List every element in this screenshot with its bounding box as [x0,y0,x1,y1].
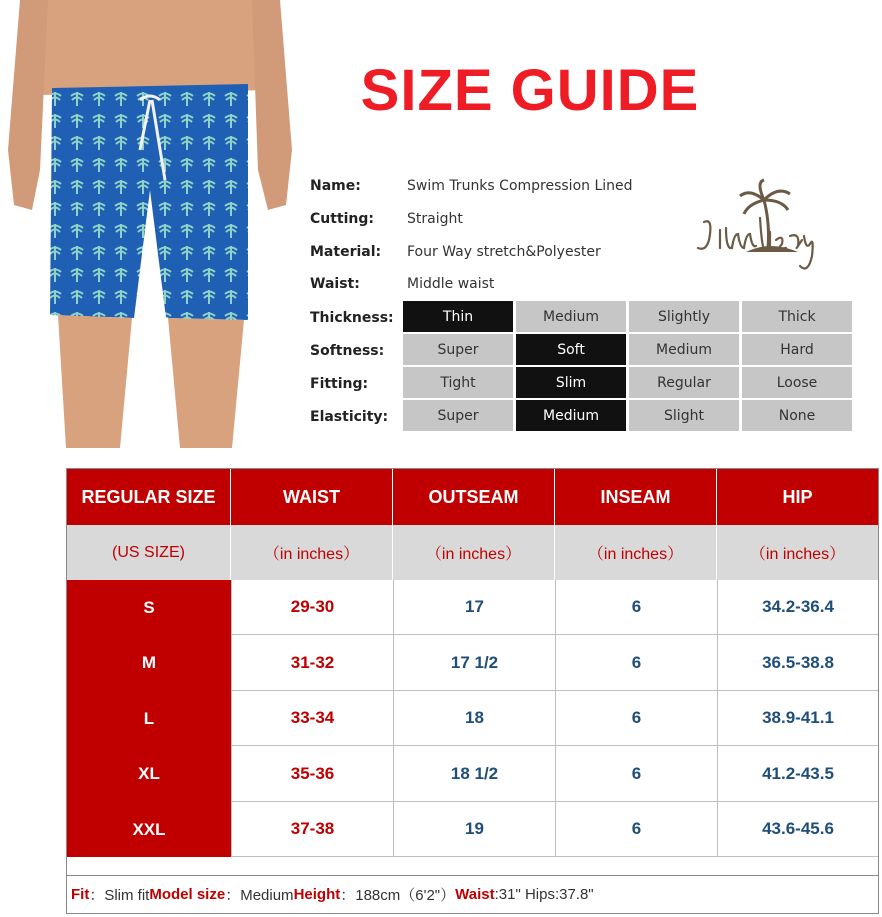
outseam-cell: 18 [393,691,555,746]
thickness-scale [403,301,855,332]
scale-option: Regular [629,367,739,398]
note-waist-value: :31" Hips:37.8" [494,886,594,903]
cutting-label: Cutting: [310,211,375,227]
waist-cell: 31-32 [231,635,393,691]
table-row [67,580,878,635]
scale-option: Thick [742,301,852,332]
note-fit-key: Fit [71,886,90,903]
header-regular-size: REGULAR SIZE [67,469,231,525]
waist-cell: 37-38 [231,802,393,857]
header-outseam: OUTSEAM [393,469,555,525]
inseam-cell: 6 [555,580,717,635]
page-title: SIZE GUIDE [360,58,700,123]
scale-option: Slight [629,400,739,431]
note-model-value: ：Medium [225,887,294,904]
waist-cell: 35-36 [231,746,393,802]
scale-option: Super [403,400,513,431]
scale-option: None [742,400,852,431]
subheader-units: （in inches） [717,525,878,580]
header-inseam: INSEAM [555,469,717,525]
material-value: Four Way stretch&Polyester [407,244,601,260]
outseam-cell: 19 [393,802,555,857]
hip-cell: 38.9-41.1 [717,691,878,746]
size-cell: M [67,635,231,691]
brand-logo [690,178,820,278]
table-row [67,746,878,802]
thickness-label: Thickness: [310,310,394,326]
cutting-value: Straight [407,211,463,227]
softness-scale [403,334,855,365]
scale-option: Slim [516,367,626,398]
table-row [67,691,878,746]
name-value: Swim Trunks Compression Lined [407,178,633,194]
subheader-units: （in inches） [555,525,717,580]
scale-option: Tight [403,367,513,398]
subheader-us-size: (US SIZE) [67,525,231,580]
waist-cell: 29-30 [231,580,393,635]
elasticity-scale [403,400,855,431]
table-spacer [67,857,878,875]
elasticity-label: Elasticity: [310,409,389,425]
inseam-cell: 6 [555,635,717,691]
note-fit-value: ：Slim fit [89,887,150,904]
waist-label: Waist: [310,276,360,292]
product-photo [0,0,300,448]
material-label: Material: [310,244,382,260]
size-table [66,468,879,914]
table-header-row [67,469,878,525]
scale-option: Hard [742,334,852,365]
header-hip: HIP [717,469,878,525]
scale-option: Thin [403,301,513,332]
waist-value: Middle waist [407,276,495,292]
scale-option: Slightly [629,301,739,332]
hip-cell: 43.6-45.6 [717,802,878,857]
name-label: Name: [310,178,361,194]
table-row [67,635,878,691]
scale-option: Loose [742,367,852,398]
table-row [67,802,878,857]
hip-cell: 34.2-36.4 [717,580,878,635]
note-height-key: Height [293,886,341,903]
outseam-cell: 17 [393,580,555,635]
subheader-units: （in inches） [231,525,393,580]
subheader-units: （in inches） [393,525,555,580]
scale-option: Medium [516,400,626,431]
header-waist: WAIST [231,469,393,525]
note-model-key: Model size [149,886,226,903]
size-cell: S [67,580,231,635]
size-cell: XXL [67,802,231,857]
scale-option: Super [403,334,513,365]
fitting-scale [403,367,855,398]
fitting-label: Fitting: [310,376,369,392]
hip-cell: 41.2-43.5 [717,746,878,802]
inseam-cell: 6 [555,691,717,746]
note-waist-key: Waist [455,886,495,903]
inseam-cell: 6 [555,746,717,802]
note-height-value: ：188cm（6'2"） [340,887,456,904]
scale-option: Soft [516,334,626,365]
table-subheader-row [67,525,878,580]
scale-option: Medium [629,334,739,365]
model-note [67,875,878,913]
size-cell: XL [67,746,231,802]
hip-cell: 36.5-38.8 [717,635,878,691]
softness-label: Softness: [310,343,385,359]
outseam-cell: 17 1/2 [393,635,555,691]
inseam-cell: 6 [555,802,717,857]
scale-option: Medium [516,301,626,332]
size-cell: L [67,691,231,746]
waist-cell: 33-34 [231,691,393,746]
outseam-cell: 18 1/2 [393,746,555,802]
